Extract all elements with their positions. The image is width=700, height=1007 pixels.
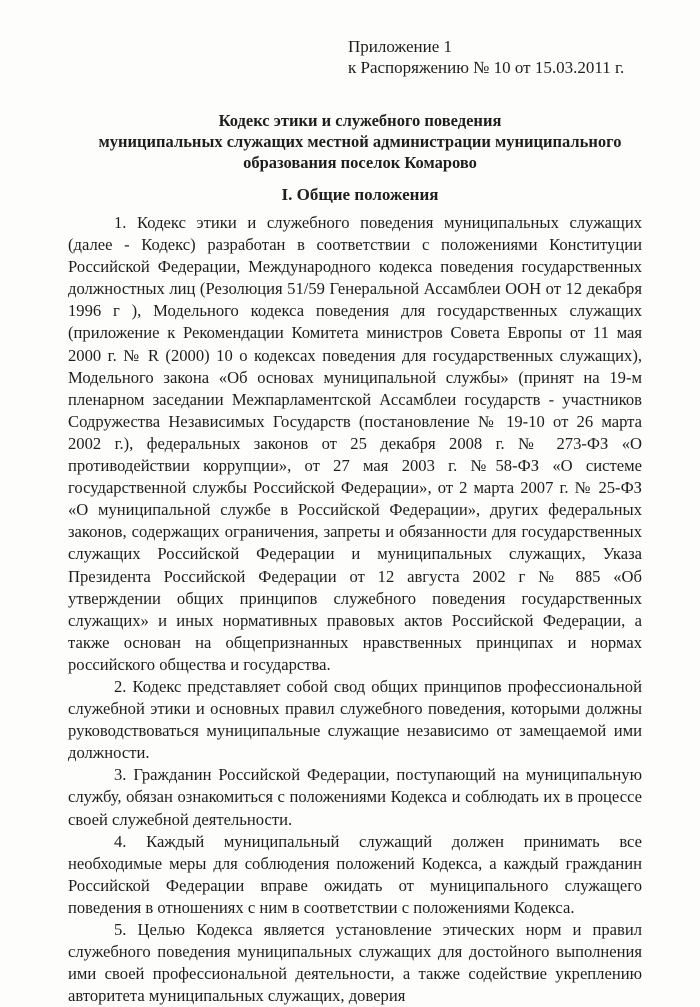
appendix-line-2: к Распоряжению № 10 от 15.03.2011 г. (348, 58, 625, 77)
appendix-line-1: Приложение 1 (348, 37, 452, 56)
title-line-1: Кодекс этики и служебного поведения (218, 111, 502, 130)
document-title (60, 110, 660, 173)
appendix-note (348, 36, 624, 78)
paragraph-4: 4. Каждый муниципальный служащий должен принимать все необходимые меры для соблюдения положений Кодекса, а каждый гражданин Российской Федерации вправе ожидать от муниципального служащего поведения в отношениях с ним в соответствии с положениями Кодекса. (68, 831, 642, 917)
paragraph-5: 5. Целью Кодекса является установление этических норм и правил служебного поведения муниципальных служащих для достойного выполнения ими своей профессиональной деятельности, а также содействие укреплению авторитета муниципальных служащих, доверия (68, 920, 642, 1006)
title-line-2: муниципальных служащих местной администрации муниципального (98, 132, 622, 151)
paragraph-1: 1. Кодекс этики и служебного поведения муниципальных служащих (далее - Кодекс) разработан в соответствии с положениями Конституции Российской Федерации, Международного кодекса поведения государственных должностных лиц (Резолюция 51/59 Генеральной Ассамблеи ООН от 12 декабря 1996 г ), Модельного кодекса поведения для государственных служащих (приложение к Рекомендации Комитета министров Совета Европы от 11 мая 2000 г. № R (2000) 10 о кодексах поведения для государственных служащих), Модельного закона «Об основах муниципальной службы» (принят на 19-м пленарном заседании Межпарламентской Ассамблеи государств - участников Содружества Независимых Государств (постановление № 19-10 от 26 марта 2002 г.), федеральных законов от 25 декабря 2008 г. № 273-ФЗ «О противодействии коррупции», от 27 мая 2003 г. №58-ФЗ «О системе государственной службы Российской Федерации», от 2 марта 2007 г. № 25-ФЗ «О муниципальной службе в Российской Федерации», других федеральных законов, содержащих ограничения, запреты и обязанности для государственных служащих Российской Федерации и муниципальных служащих, Указа Президента Российской Федерации от 12 августа 2002 г № 885 «Об утверждении общих принципов служебного поведения государственных служащих» и иных нормативных правовых актов Российской Федерации, а также основан на общепризнанных нравственных принципах и нормах российского общества и государства. (68, 213, 642, 674)
paragraph-2: 2. Кодекс представляет собой свод общих принципов профессиональной служебной этики и основных правил служебного поведения, которыми должны руководствоваться муниципальные служащие независимо от замещаемой ими должности. (68, 676, 642, 763)
document-body (68, 212, 642, 1007)
title-line-3: образования поселок Комарово (243, 153, 477, 172)
paragraph-3: 3. Гражданин Российской Федерации, поступающий на муниципальную службу, обязан ознакомиться с положениями Кодекса и соблюдать их в процессе своей служебной деятельности. (68, 765, 642, 829)
section-heading: I. Общие положения (281, 185, 439, 204)
